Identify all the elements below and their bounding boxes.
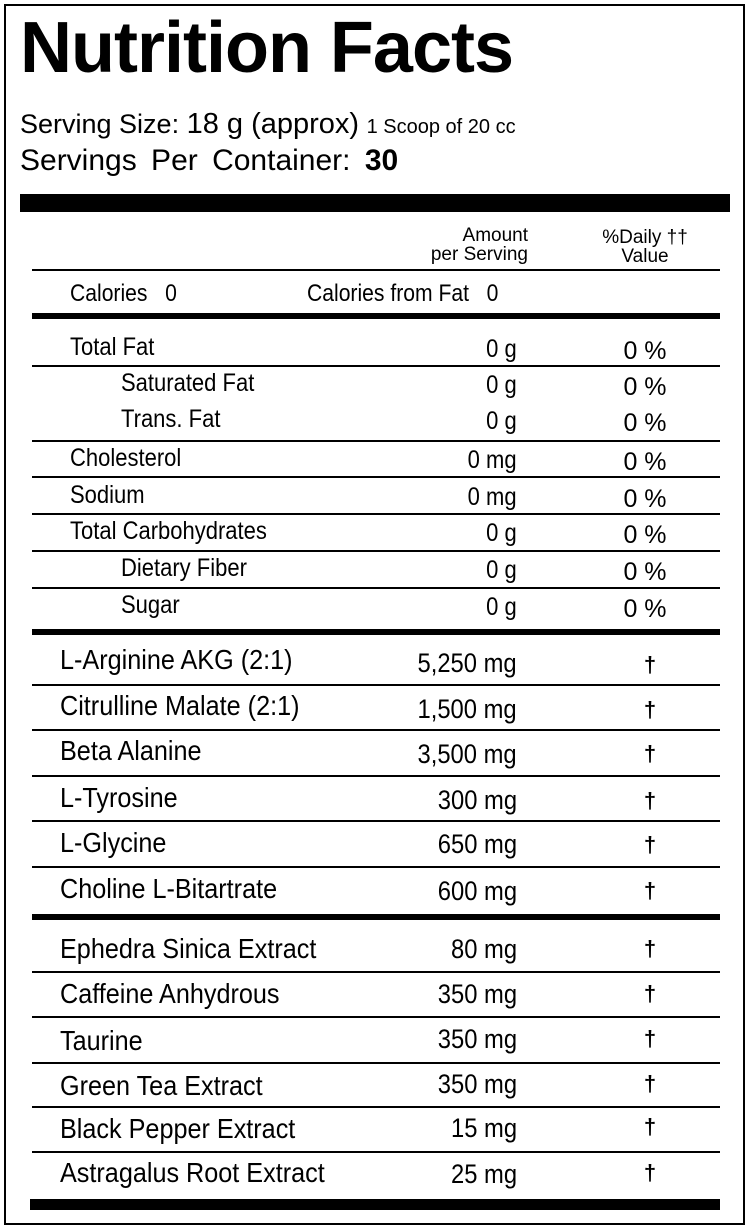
nutrient-amount: 0 g <box>486 335 517 363</box>
row-divider <box>32 684 720 686</box>
section-divider <box>32 914 720 920</box>
row-divider <box>32 513 720 515</box>
nutrient-daily-value: 0 % <box>623 595 667 623</box>
nutrient-daily-value: 0 % <box>623 448 667 476</box>
dagger-mark: † <box>643 697 657 722</box>
nutrient-daily-value: 0 % <box>623 558 667 586</box>
daily-value-header <box>590 228 700 266</box>
row-divider <box>32 1062 720 1064</box>
ingredient-amount: 350 mg <box>437 1024 517 1054</box>
section-divider <box>32 629 720 635</box>
top-divider-bar <box>20 194 730 212</box>
dagger-mark: † <box>643 741 657 766</box>
serving-size-note: 1 Scoop of 20 cc <box>366 116 516 138</box>
page-title: Nutrition Facts <box>20 8 514 88</box>
ingredient-name: Green Tea Extract <box>60 1070 263 1101</box>
dagger-mark: † <box>643 1114 657 1139</box>
amount-header-line2: per Serving <box>430 244 528 265</box>
ingredient-name: Ephedra Sinica Extract <box>60 933 317 964</box>
ingredient-amount: 650 mg <box>437 829 517 859</box>
nutrient-name: Total Fat <box>70 333 155 361</box>
nutrient-daily-value: 0 % <box>623 337 667 365</box>
ingredient-name: L-Glycine <box>60 827 167 858</box>
row-divider <box>32 587 720 589</box>
nutrient-name: Sugar <box>121 591 180 619</box>
nutrient-name: Saturated Fat <box>121 369 255 397</box>
nutrient-amount: 0 g <box>486 407 517 435</box>
row-divider <box>32 971 720 973</box>
dagger-mark: † <box>643 981 657 1006</box>
ingredient-name: Black Pepper Extract <box>60 1113 296 1144</box>
ingredient-name: L-Arginine AKG (2:1) <box>60 644 293 675</box>
dagger-mark: † <box>643 832 657 857</box>
nutrient-daily-value: 0 % <box>623 373 667 401</box>
servings-per-container <box>20 144 398 178</box>
ingredient-amount: 5,250 mg <box>417 648 517 678</box>
ingredient-amount: 600 mg <box>437 876 517 906</box>
dagger-mark: † <box>643 652 657 677</box>
daily-value-header-line2: Value <box>621 246 669 267</box>
row-divider <box>32 550 720 552</box>
nutrient-daily-value: 0 % <box>623 485 667 513</box>
calories-from-fat-label: Calories from Fat <box>307 280 469 307</box>
ingredient-amount: 1,500 mg <box>417 694 517 724</box>
serving-size-label: Serving Size: <box>20 109 180 139</box>
ingredient-name: Astragalus Root Extract <box>60 1157 325 1188</box>
header-divider <box>32 269 720 271</box>
calories-label: Calories <box>70 280 148 307</box>
nutrient-amount: 0 g <box>486 371 517 399</box>
servings-per-container-label: Servings Per Container: <box>20 144 351 177</box>
ingredient-amount: 300 mg <box>437 785 517 815</box>
dagger-mark: † <box>643 1026 657 1051</box>
row-divider <box>32 729 720 731</box>
row-divider <box>32 1151 720 1153</box>
dagger-mark: † <box>643 878 657 903</box>
calories-value: 0 <box>165 280 177 307</box>
serving-size <box>20 108 516 141</box>
nutrient-amount: 0 mg <box>468 446 517 474</box>
ingredient-amount: 350 mg <box>437 1069 517 1099</box>
nutrient-name: Sodium <box>70 481 145 509</box>
ingredient-name: Choline L-Bitartrate <box>60 873 278 904</box>
ingredient-name: L-Tyrosine <box>60 782 178 813</box>
row-divider <box>32 775 720 777</box>
serving-size-value: 18 g (approx) <box>186 108 360 140</box>
ingredient-amount: 350 mg <box>437 979 517 1009</box>
dagger-mark: † <box>643 1160 657 1185</box>
dagger-mark: † <box>643 936 657 961</box>
nutrient-name: Cholesterol <box>70 444 182 472</box>
nutrient-amount: 0 g <box>486 556 517 584</box>
row-divider <box>32 1016 720 1018</box>
ingredient-amount: 25 mg <box>450 1159 517 1189</box>
nutrient-name: Total Carbohydrates <box>70 517 267 545</box>
row-divider <box>32 440 720 442</box>
ingredient-amount: 15 mg <box>450 1113 517 1143</box>
ingredient-amount: 80 mg <box>450 934 517 964</box>
bottom-divider-bar <box>30 1199 720 1210</box>
row-divider <box>32 1106 720 1108</box>
dagger-mark: † <box>643 1071 657 1096</box>
ingredient-name: Caffeine Anhydrous <box>60 978 280 1009</box>
row-divider <box>32 476 720 478</box>
daily-value-header-line1: %Daily †† <box>602 227 688 248</box>
nutrient-amount: 0 g <box>486 593 517 621</box>
nutrient-amount: 0 mg <box>468 483 517 511</box>
dagger-mark: † <box>643 788 657 813</box>
calories-row <box>70 280 177 308</box>
calories-from-fat-value: 0 <box>486 280 499 307</box>
ingredient-name: Citrulline Malate (2:1) <box>60 690 300 721</box>
nutrient-daily-value: 0 % <box>623 409 667 437</box>
amount-header-line1: Amount <box>462 225 528 246</box>
nutrient-name: Dietary Fiber <box>121 554 247 582</box>
ingredient-amount: 3,500 mg <box>417 739 517 769</box>
calories-divider <box>32 313 720 319</box>
amount-per-serving-header <box>400 226 528 264</box>
ingredient-name: Taurine <box>60 1025 143 1056</box>
nutrient-daily-value: 0 % <box>623 521 667 549</box>
calories-from-fat-row <box>307 280 498 308</box>
nutrient-amount: 0 g <box>486 519 517 547</box>
servings-per-container-value: 30 <box>364 144 399 177</box>
nutrient-name: Trans. Fat <box>121 405 221 433</box>
ingredient-name: Beta Alanine <box>60 735 202 766</box>
row-divider <box>32 365 720 367</box>
row-divider <box>32 866 720 868</box>
row-divider <box>32 820 720 822</box>
